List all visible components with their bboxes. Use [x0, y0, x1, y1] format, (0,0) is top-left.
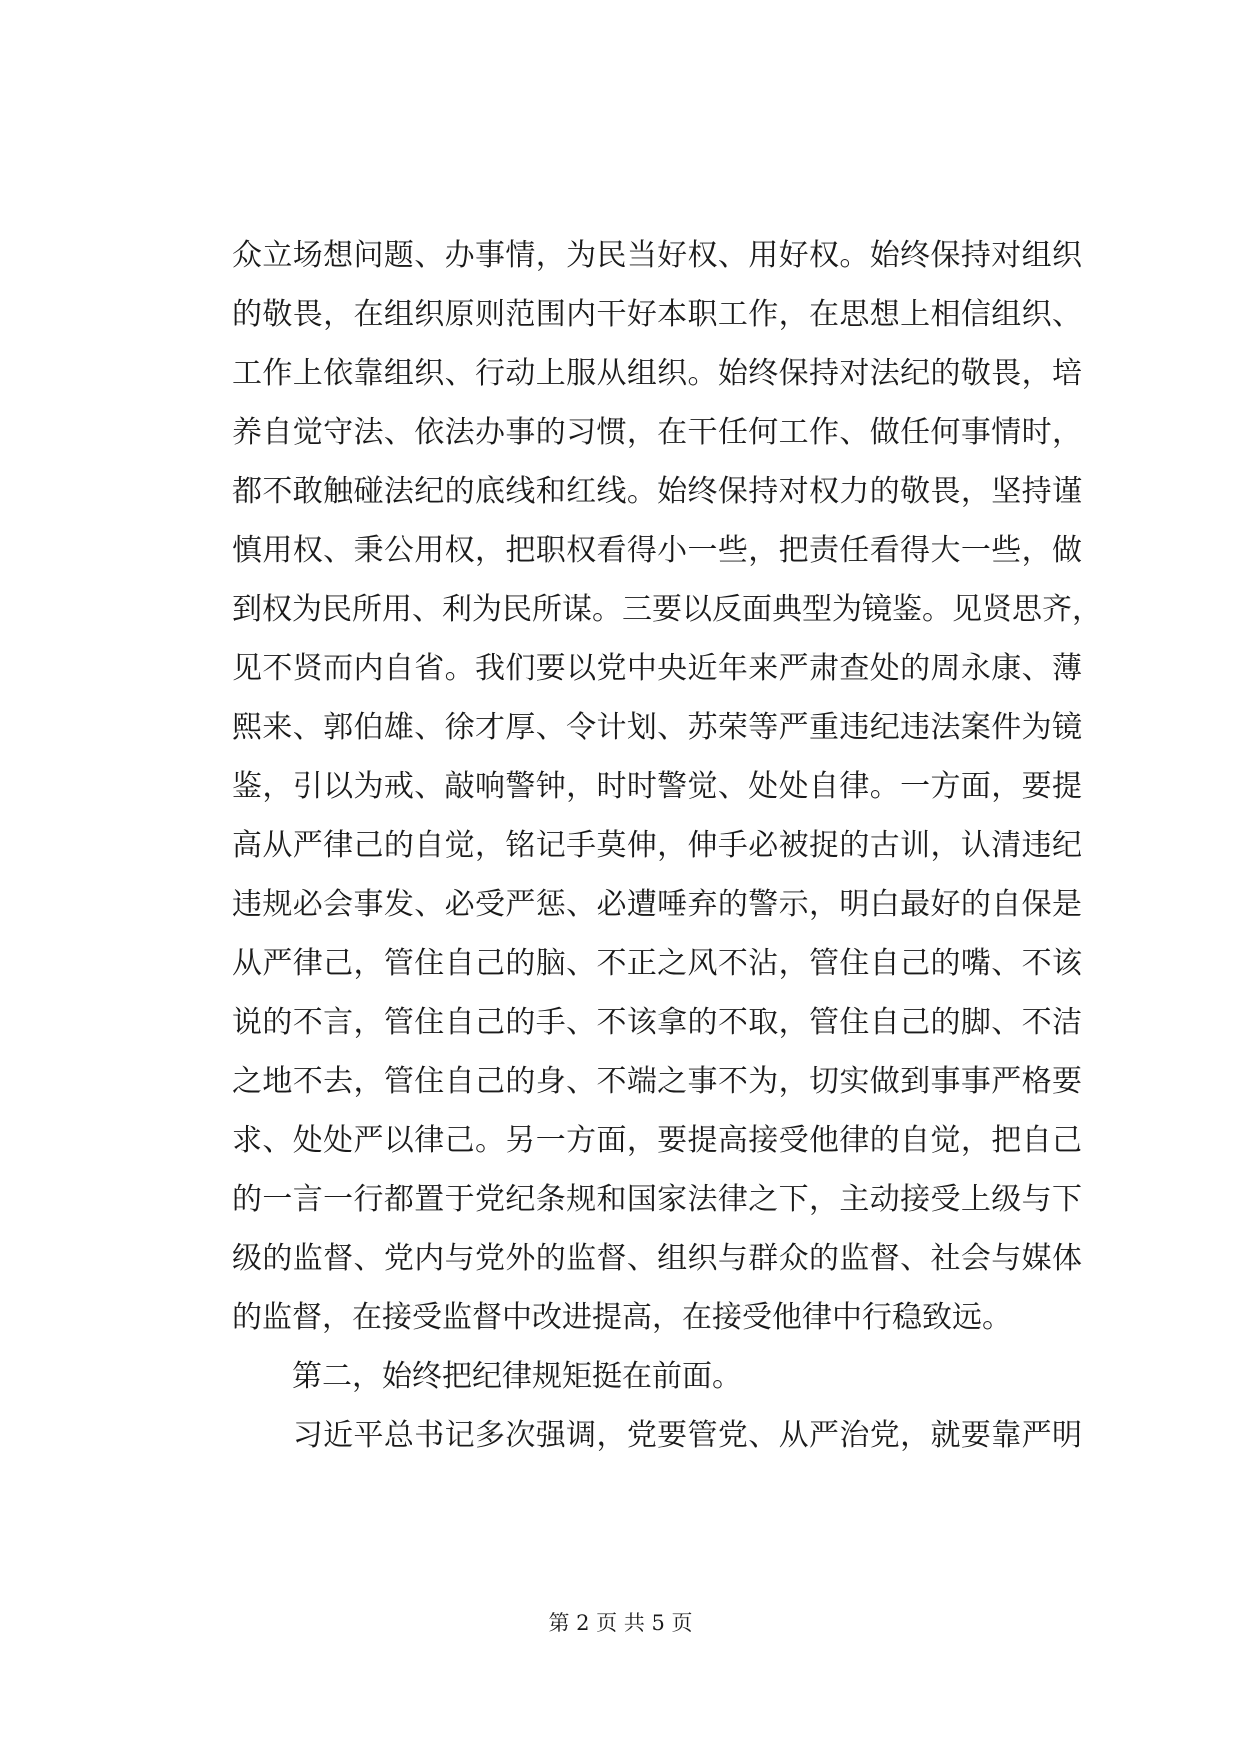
text-line-11: 高从严律己的自觉，铭记手莫伸，伸手必被捉的古训，认清违纪 [232, 828, 1082, 863]
text-line-16: 求、处处严以律己。另一方面，要提高接受他律的自觉，把自己 [232, 1123, 1082, 1158]
text-line-18: 级的监督、党内与党外的监督、组织与群众的监督、社会与媒体 [232, 1241, 1082, 1276]
text-line-13: 从严律己，管住自己的脑、不正之风不沾，管住自己的嘴、不该 [232, 946, 1082, 981]
text-line-15: 之地不去，管住自己的身、不端之事不为，切实做到事事严格要 [232, 1064, 1082, 1099]
text-line-4: 养自觉守法、依法办事的习惯，在干任何工作、做任何事情时， [232, 415, 1082, 450]
text-line-14: 说的不言，管住自己的手、不该拿的不取，管住自己的脚、不洁 [232, 1005, 1082, 1040]
text-line-5: 都不敢触碰法纪的底线和红线。始终保持对权力的敬畏，坚持谨 [232, 474, 1082, 509]
page-footer: 第 2 页 共 5 页 [548, 1611, 693, 1635]
text-line-19: 的监督，在接受监督中改进提高，在接受他律中行稳致远。 [232, 1300, 1012, 1335]
text-line-6: 慎用权、秉公用权，把职权看得小一些，把责任看得大一些，做 [232, 533, 1082, 568]
text-line-3: 工作上依靠组织、行动上服从组织。始终保持对法纪的敬畏，培 [232, 356, 1082, 391]
text-line-21: 习近平总书记多次强调，党要管党、从严治党，就要靠严明 [232, 1418, 1082, 1453]
section-heading: 第二，始终把纪律规矩挺在前面。 [232, 1359, 742, 1394]
text-line-2: 的敬畏，在组织原则范围内干好本职工作，在思想上相信组织、 [232, 297, 1082, 332]
text-line-9: 熙来、郭伯雄、徐才厚、令计划、苏荣等严重违纪违法案件为镜 [232, 710, 1082, 745]
text-line-10: 鉴，引以为戒、敲响警钟，时时警觉、处处自律。一方面，要提 [232, 769, 1082, 804]
text-line-8: 见不贤而内自省。我们要以党中央近年来严肃查处的周永康、薄 [232, 651, 1082, 686]
document-body [232, 226, 1102, 1465]
text-line-12: 违规必会事发、必受严惩、必遭唾弃的警示，明白最好的自保是 [232, 887, 1082, 922]
text-line-17: 的一言一行都置于党纪条规和国家法律之下，主动接受上级与下 [232, 1182, 1082, 1217]
text-line-7: 到权为民所用、利为民所谋。三要以反面典型为镜鉴。见贤思齐， [232, 592, 1102, 627]
text-line-1: 众立场想问题、办事情，为民当好权、用好权。始终保持对组织 [232, 238, 1082, 273]
